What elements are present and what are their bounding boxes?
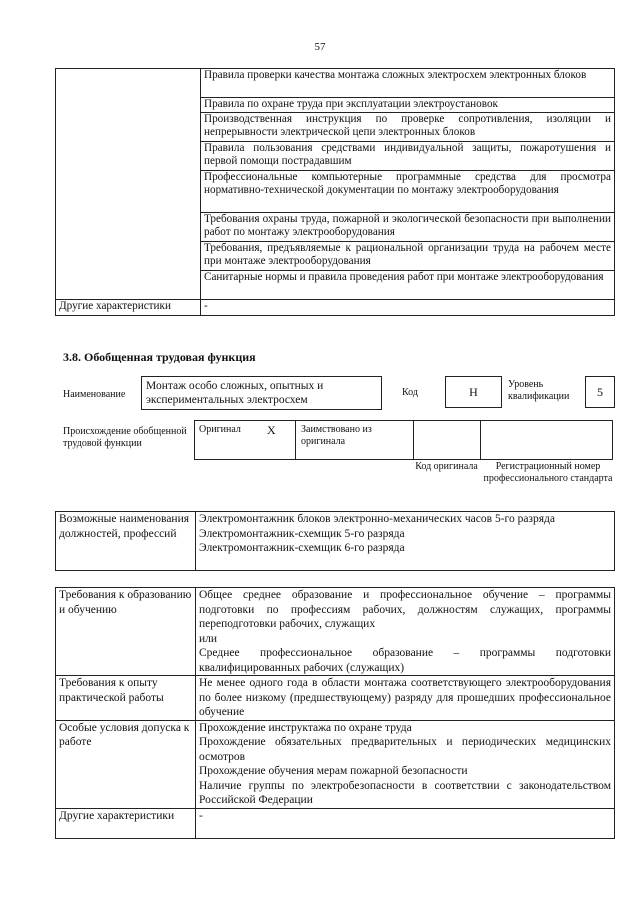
section-title: 3.8. Обобщенная трудовая функция (63, 350, 256, 364)
condition-line: Наличие группы по электробезопасности в соответствии с законодательством Российской Федерации (199, 779, 611, 806)
position-item: Электромонтажник-схемщик 5-го разряда (199, 527, 405, 540)
other-label: Другие характеристики (56, 808, 196, 838)
table-cell-empty (56, 69, 201, 300)
divider (413, 420, 414, 460)
table-row (56, 676, 615, 721)
code-value: H (445, 376, 502, 408)
code-original-caption: Код оригинала (415, 461, 478, 472)
positions-table (55, 511, 615, 571)
condition-line: Прохождение обязательных предварительных и периодических медицинских осмотров (199, 736, 611, 763)
experience-value: Не менее одного года в области монтажа соответствующего электрооборудования по более низкому (предшествующему) разряду для прошедших профессиональное обучение (196, 676, 615, 721)
conditions-cell (196, 720, 615, 808)
table-cell: Производственная инструкция по проверке сопротивления, изоляции и непрерывности электрической цепи электронных блоков (201, 113, 615, 142)
original-label: Оригинал (199, 424, 241, 435)
conditions-label: Особые условия допуска к работе (56, 720, 196, 808)
other-value: - (196, 808, 615, 838)
table-cell: Профессиональные компьютерные программные средства для просмотра нормативно-технической документации по монтажу электрооборудования (201, 171, 615, 213)
original-mark: X (267, 423, 276, 437)
name-value: Монтаж особо сложных, опытных и экспериментальных электросхем (146, 380, 324, 406)
divider (295, 420, 296, 460)
code-label: Код (402, 387, 418, 398)
table-row (56, 808, 615, 838)
level-label: Уровень квалификации (508, 379, 570, 402)
table-row (56, 69, 615, 98)
table-cell: Требования, предъявляемые к рациональной организации труда на рабочем месте при монтаже электрооборудования (201, 242, 615, 271)
name-label: Наименование (63, 389, 126, 400)
position-item: Электромонтажник-схемщик 6-го разряда (199, 542, 405, 554)
condition-line: Прохождение обучения мерам пожарной безопасности (199, 765, 468, 777)
other-characteristics-label: Другие характеристики (56, 300, 201, 316)
divider (480, 420, 481, 460)
table-row (56, 720, 615, 808)
origin-label: Происхождение обобщенной трудовой функции (63, 426, 187, 449)
table-cell: Правила пользования средствами индивидуальной защиты, пожаротушения и первой помощи пострадавшим (201, 142, 615, 171)
education-line: Среднее профессиональное образование – программы подготовки квалифицированных рабочих (служащих) (199, 647, 611, 674)
requirements-table (55, 587, 615, 839)
table-cell: Правила по охране труда при эксплуатации электроустановок (201, 98, 615, 113)
position-item: Электромонтажник блоков электронно-механических часов 5-го разряда (199, 513, 555, 525)
table-row (56, 300, 615, 316)
education-line: Общее среднее образование и профессиональное обучение – программы подготовки по профессиям рабочих, должностям служащих, программы переподготовки рабочих, служащих (199, 589, 611, 630)
experience-label: Требования к опыту практической работы (56, 676, 196, 721)
education-line: или (199, 632, 218, 645)
name-box (141, 376, 382, 410)
positions-cell (196, 512, 615, 571)
page-number: 57 (314, 41, 326, 53)
level-value: 5 (585, 376, 615, 408)
reg-number-caption: Регистрационный номер профессионального стандарта (483, 461, 613, 484)
borrowed-label: Заимствовано из оригинала (301, 424, 372, 447)
table-cell: Санитарные нормы и правила проведения работ при монтаже электрооборудования (201, 271, 615, 300)
table-cell: Правила проверки качества монтажа сложных электросхем электронных блоков (201, 69, 615, 98)
education-label: Требования к образованию и обучению (56, 588, 196, 676)
table-row (56, 588, 615, 676)
table-row (56, 512, 615, 571)
condition-line: Прохождение инструктажа по охране труда (199, 721, 412, 734)
positions-label: Возможные наименования должностей, профессий (56, 512, 196, 571)
other-characteristics-value: - (201, 300, 615, 316)
knowledge-table (55, 68, 615, 316)
table-cell: Требования охраны труда, пожарной и экологической безопасности при выполнении работ по монтажу электрооборудования (201, 213, 615, 242)
education-cell (196, 588, 615, 676)
